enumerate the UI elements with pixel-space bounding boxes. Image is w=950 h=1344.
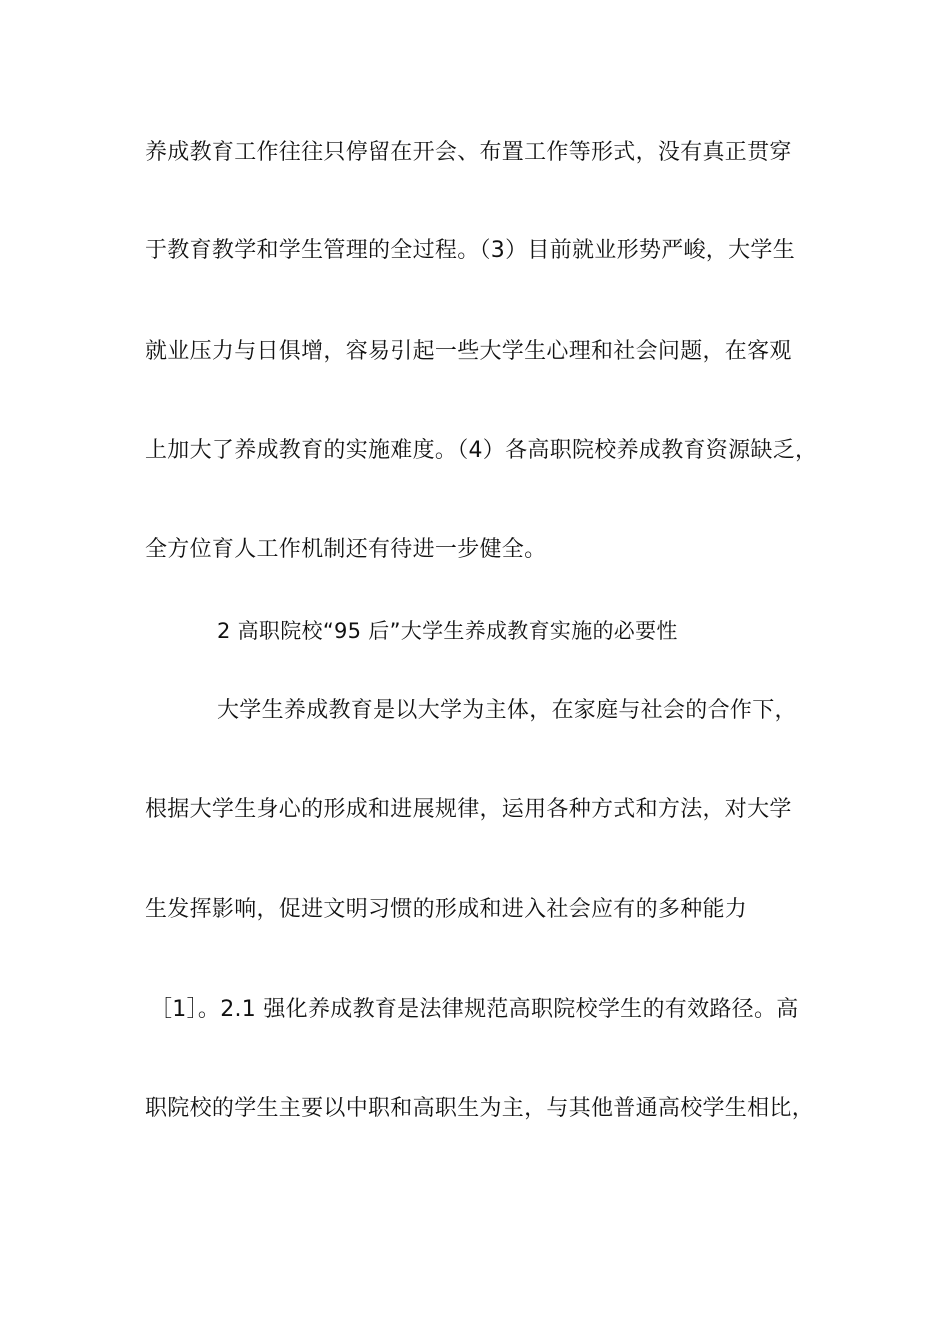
paragraph-line-9: ［1］。2.1 强化养成教育是法律规范高职院校学生的有效路径。高 [150,997,799,1022]
paragraph-line-5: 全方位育人工作机制还有待进一步健全。 [145,537,547,562]
paragraph-line-3: 就业压力与日俱增，容易引起一些大学生心理和社会问题，在客观 [145,339,792,364]
paragraph-line-8: 生发挥影响，促进文明习惯的形成和进入社会应有的多种能力 [145,897,748,922]
section-heading: 2 高职院校“95 后”大学生养成教育实施的必要性 [217,619,678,643]
paragraph-line-2: 于教育教学和学生管理的全过程。（3）目前就业形势严峻，大学生 [145,238,795,263]
paragraph-line-4: 上加大了养成教育的实施难度。（4）各高职院校养成教育资源缺乏， [145,438,818,463]
paragraph-line-6: 大学生养成教育是以大学为主体，在家庭与社会的合作下， [217,698,797,723]
paragraph-line-7: 根据大学生身心的形成和进展规律，运用各种方式和方法，对大学 [145,797,792,822]
paragraph-line-10: 职院校的学生主要以中职和高职生为主，与其他普通高校学生相比， [145,1096,815,1121]
paragraph-line-1: 养成教育工作往往只停留在开会、布置工作等形式，没有真正贯穿 [145,140,792,165]
